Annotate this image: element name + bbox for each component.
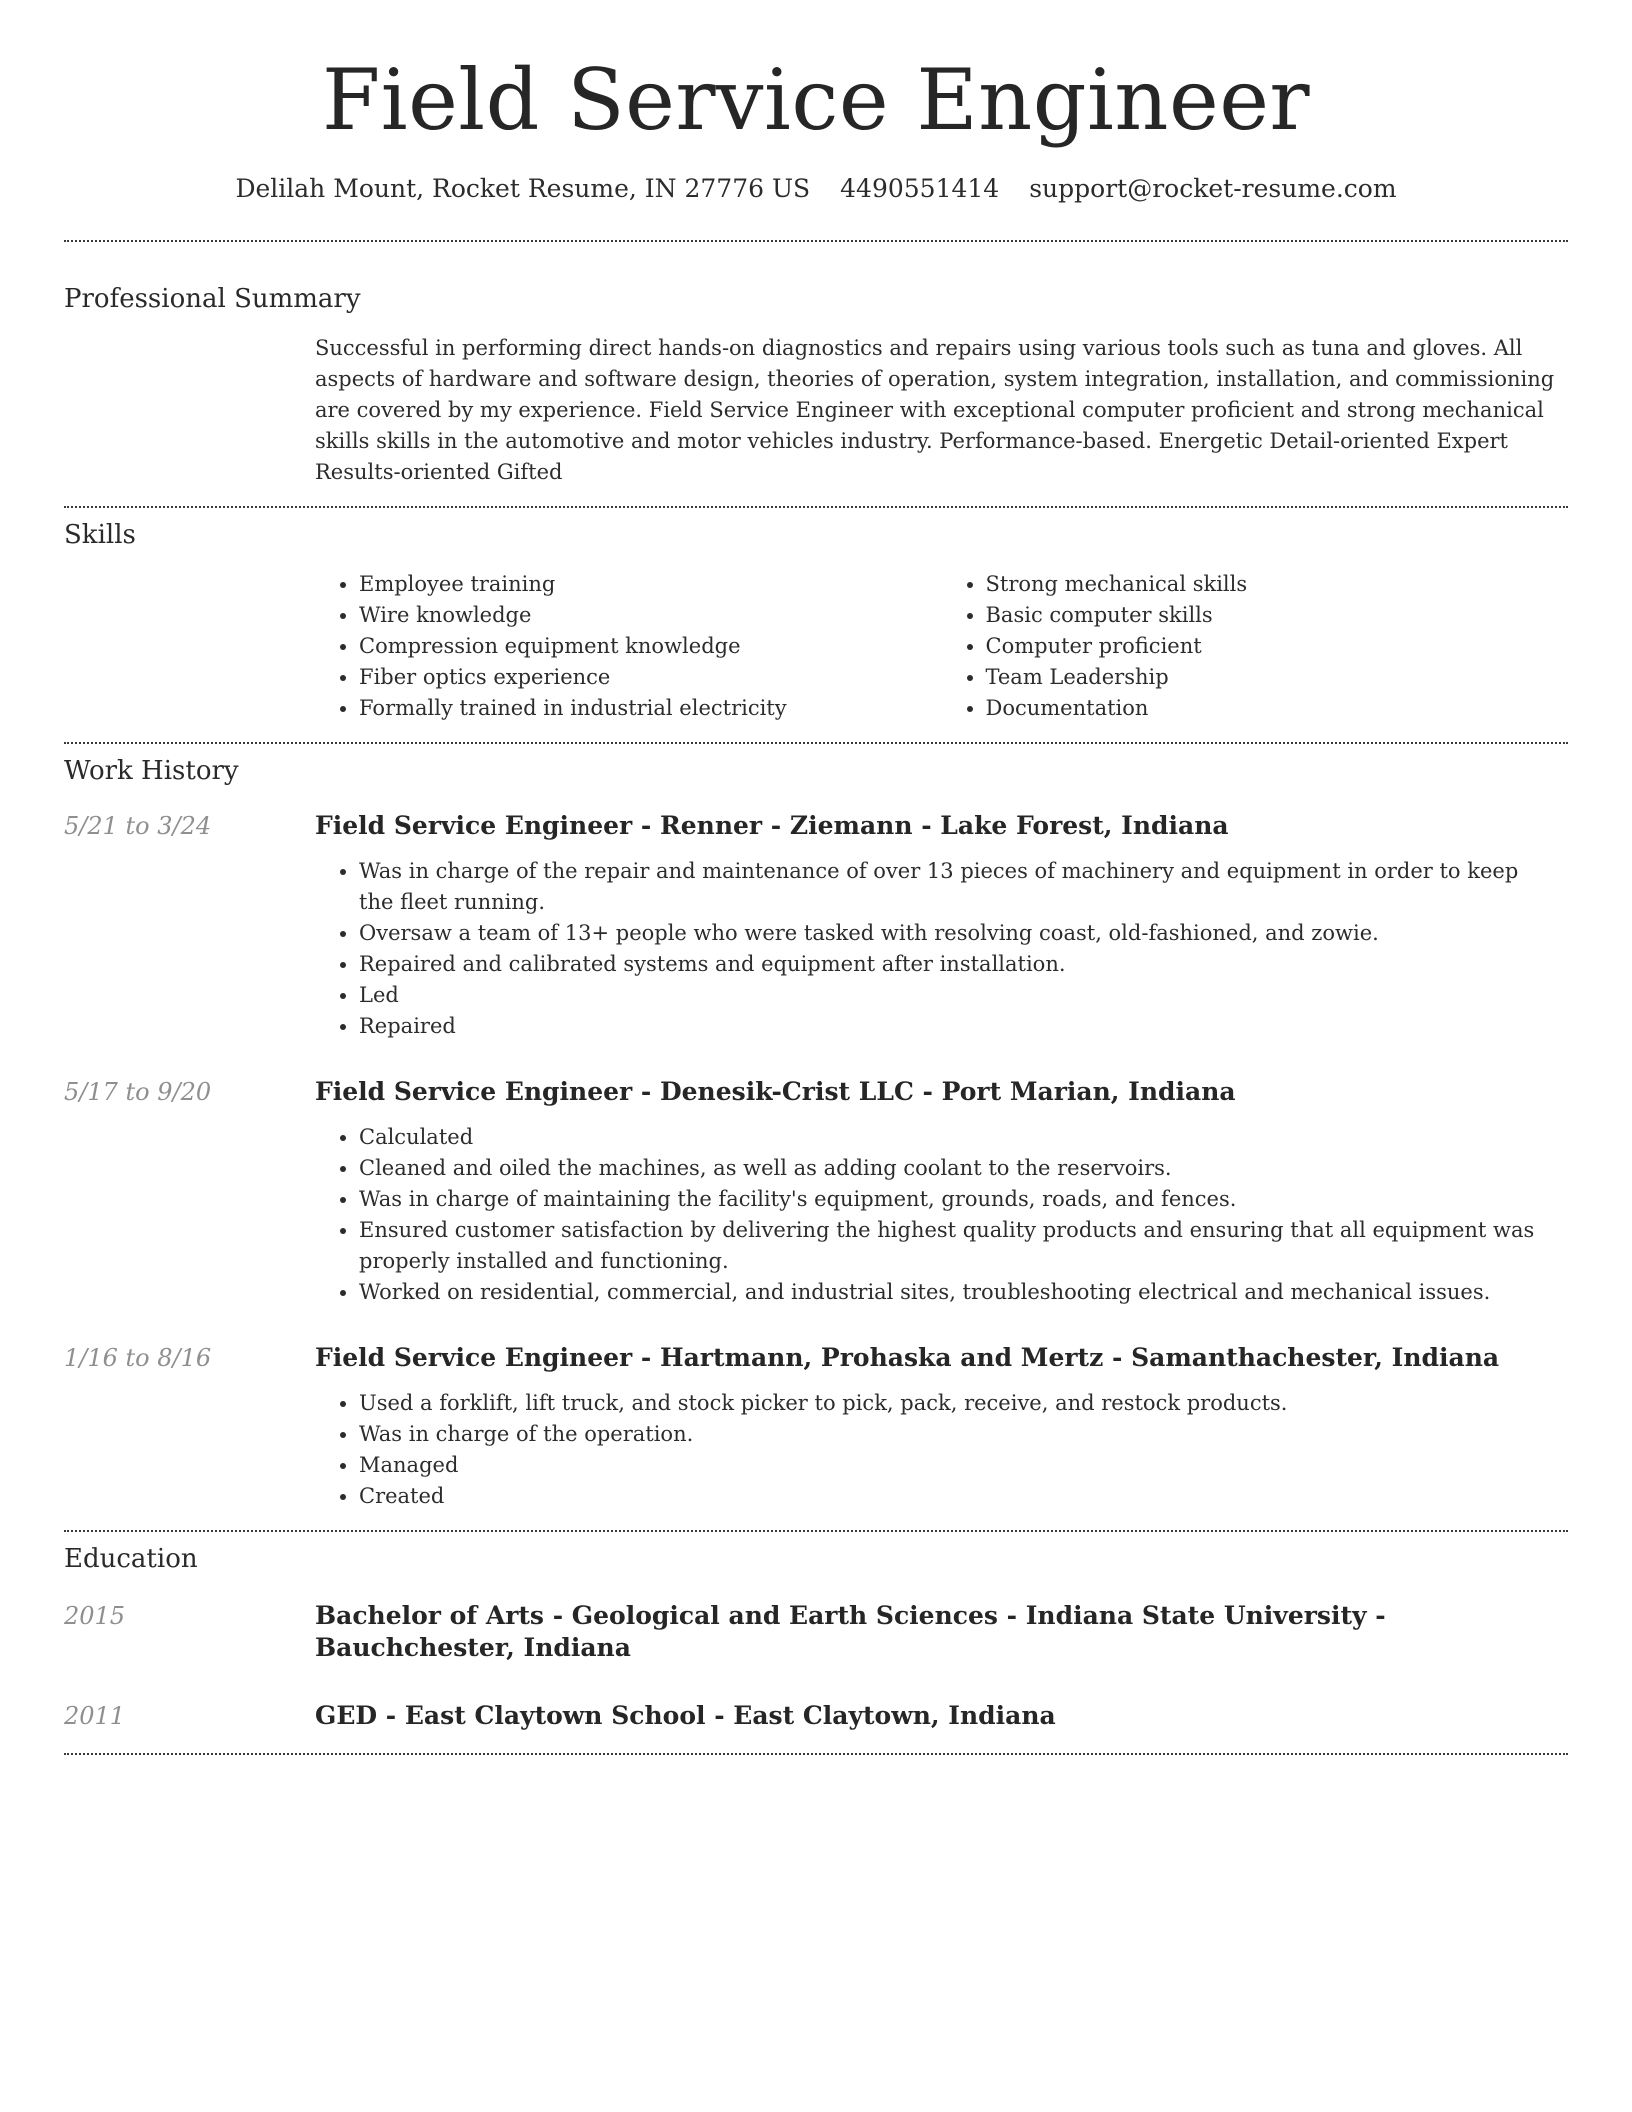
job-entry: [64, 1342, 1568, 1512]
skill-item: • Computer proficient: [986, 631, 1569, 662]
divider: [64, 506, 1568, 508]
contact-email: support@rocket-resume.com: [1029, 174, 1397, 203]
skills-section: [64, 518, 1568, 724]
job-duty: • Repaired and calibrated systems and equipment after installation.: [359, 949, 1568, 980]
job-duty: • Cleaned and oiled the machines, as well as adding coolant to the reservoirs.: [359, 1153, 1568, 1184]
job-duty: • Calculated: [359, 1122, 1568, 1153]
job-title: Field Service Engineer - Renner - Ziemann - Lake Forest, Indiana: [315, 811, 1229, 840]
skill-item: • Employee training: [359, 569, 942, 600]
contact-line: [64, 172, 1568, 206]
divider: [64, 240, 1568, 242]
education-entry: [64, 1700, 1568, 1732]
skill-item: • Documentation: [986, 693, 1569, 724]
job-title: Field Service Engineer - Denesik-Crist LLC - Port Marian, Indiana: [315, 1077, 1236, 1106]
skills-heading: Skills: [64, 520, 136, 550]
skills-column-right: [942, 569, 1569, 724]
job-duty: • Was in charge of the repair and maintenance of over 13 pieces of machinery and equipment in order to keep the fleet running.: [359, 856, 1568, 918]
job-duty: • Used a forklift, lift truck, and stock picker to pick, pack, receive, and restock products.: [359, 1388, 1568, 1419]
education-entry: [64, 1600, 1568, 1664]
skill-item: • Formally trained in industrial electricity: [359, 693, 942, 724]
summary-text: Successful in performing direct hands-on diagnostics and repairs using various tools such as tuna and gloves. All aspects of hardware and software design, theories of operation, system integration, installation, and commissioning are covered by my experience. Field Service Engineer with exceptional computer proficient and strong mechanical skills skills in the automotive and motor vehicles industry. Performance-based. Energetic Detail-oriented Expert Results-oriented Gifted: [315, 336, 1555, 484]
summary-heading: Professional Summary: [64, 284, 361, 314]
job-duty: • Oversaw a team of 13+ people who were tasked with resolving coast, old-fashioned, and zowie.: [359, 918, 1568, 949]
job-duty: • Led: [359, 980, 1568, 1011]
education-title: GED - East Claytown School - East Claytown, Indiana: [315, 1701, 1056, 1730]
summary-section: [64, 282, 1568, 488]
skills-column-left: [315, 569, 942, 724]
skill-item: • Wire knowledge: [359, 600, 942, 631]
job-duty: • Worked on residential, commercial, and industrial sites, troubleshooting electrical and mechanical issues.: [359, 1277, 1568, 1308]
contact-phone: 4490551414: [840, 174, 1000, 203]
skill-item: • Team Leadership: [986, 662, 1569, 693]
education-heading: Education: [64, 1544, 198, 1574]
job-duties: [315, 856, 1568, 1042]
resume-title: Field Service Engineer: [321, 51, 1311, 149]
skill-item: • Fiber optics experience: [359, 662, 942, 693]
education-year: 2011: [64, 1702, 126, 1730]
divider: [64, 1753, 1568, 1755]
skills-list: [315, 569, 1568, 724]
job-title: Field Service Engineer - Hartmann, Prohaska and Mertz - Samanthachester, Indiana: [315, 1343, 1500, 1372]
contact-address: Delilah Mount, Rocket Resume, IN 27776 US: [235, 174, 811, 203]
education-section: [64, 1542, 1568, 1732]
job-duty: • Was in charge of maintaining the facility's equipment, grounds, roads, and fences.: [359, 1184, 1568, 1215]
work-history-heading: Work History: [64, 756, 239, 786]
job-dates: 1/16 to 8/16: [64, 1344, 212, 1372]
work-history-section: [64, 754, 1568, 1512]
job-duty: • Created: [359, 1481, 1568, 1512]
education-year: 2015: [64, 1602, 126, 1630]
job-entry: [64, 810, 1568, 1042]
job-duty: • Repaired: [359, 1011, 1568, 1042]
education-title: Bachelor of Arts - Geological and Earth Sciences - Indiana State University - Bauchchester, Indiana: [315, 1601, 1386, 1662]
skill-item: • Basic computer skills: [986, 600, 1569, 631]
job-dates: 5/17 to 9/20: [64, 1078, 212, 1106]
job-duty: • Ensured customer satisfaction by delivering the highest quality products and ensuring that all equipment was properly installed and functioning.: [359, 1215, 1568, 1277]
job-dates: 5/21 to 3/24: [64, 812, 212, 840]
job-duty: • Managed: [359, 1450, 1568, 1481]
job-duties: [315, 1388, 1568, 1512]
job-entry: [64, 1076, 1568, 1308]
job-duty: • Was in charge of the operation.: [359, 1419, 1568, 1450]
divider: [64, 742, 1568, 744]
divider: [64, 1530, 1568, 1532]
job-duties: [315, 1122, 1568, 1308]
skill-item: • Strong mechanical skills: [986, 569, 1569, 600]
skill-item: • Compression equipment knowledge: [359, 631, 942, 662]
